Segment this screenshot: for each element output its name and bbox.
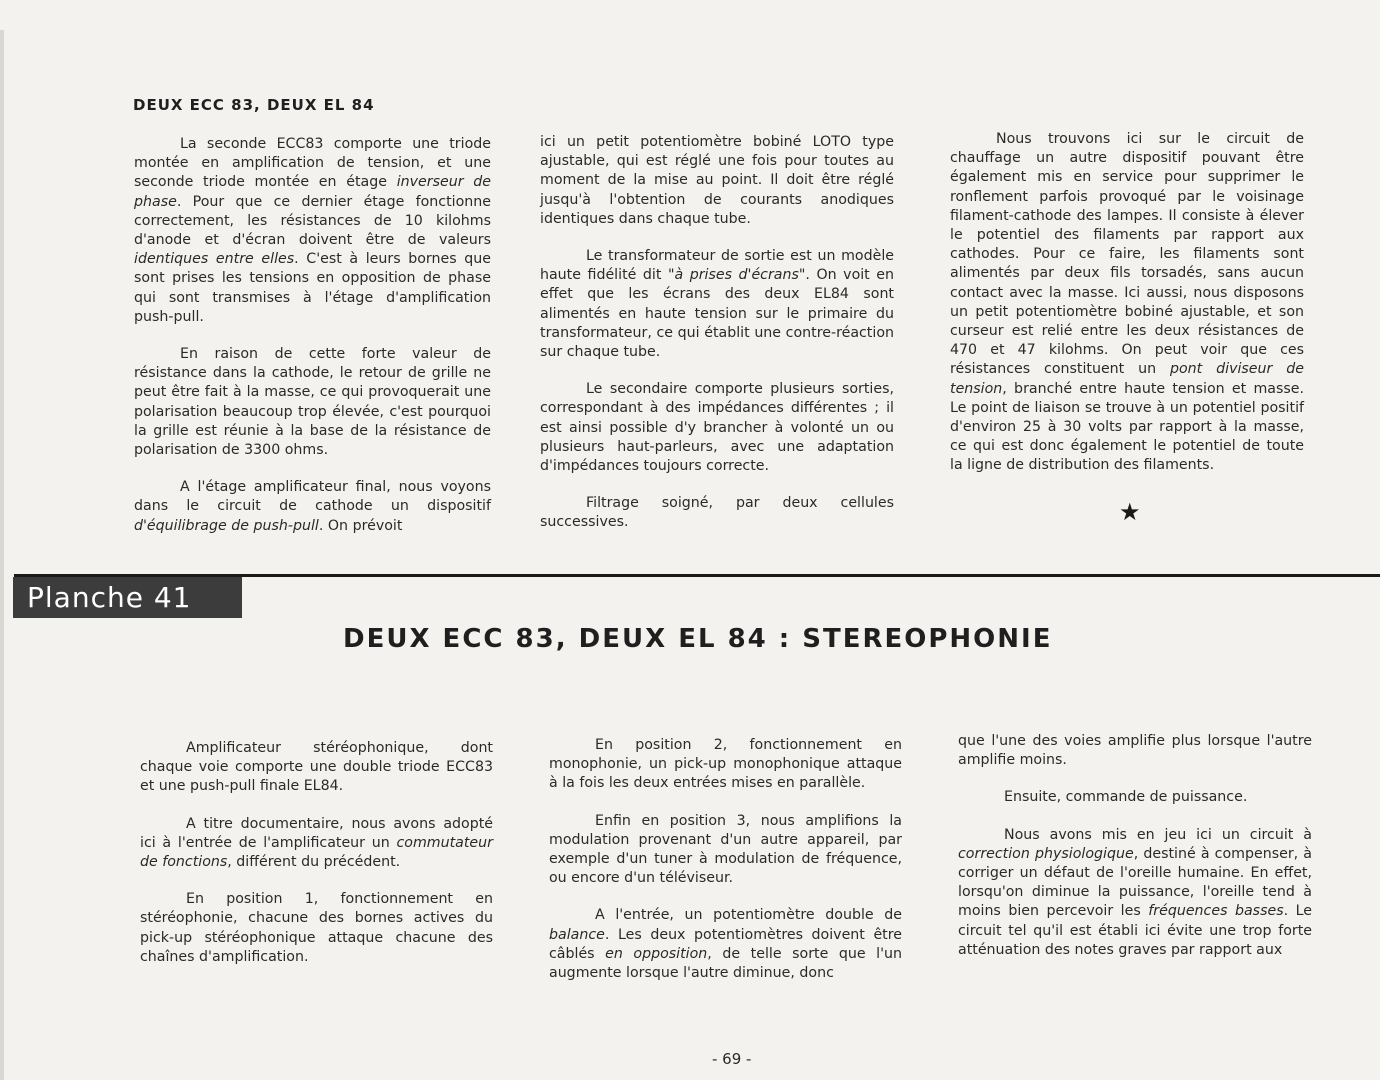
- text: , de telle sorte que l'un augmente lorsque l'autre diminue, donc: [549, 945, 902, 982]
- paragraph: Enfin en position 3, nous amplifions la modulation provenant d'un autre appareil, par exemple d'un tuner à modulation de fréquence, ou encore d'un téléviseur.: [549, 812, 902, 887]
- bottom-column-1: [140, 739, 493, 967]
- paragraph: Amplificateur stéréophonique, dont chaque voie comporte une double triode ECC83 et une push-pull finale EL84.: [140, 740, 493, 795]
- text: Nous avons mis en jeu ici un circuit à: [1004, 826, 1312, 843]
- text: . Le circuit tel qu'il est établi ici évite une trop forte atténuation des notes graves par rapport aux: [958, 903, 1313, 958]
- text: . On prévoit: [318, 517, 403, 534]
- bottom-column-3: [958, 732, 1312, 960]
- paragraph: ici un petit potentiomètre bobiné LOTO type ajustable, qui est réglé une fois pour toutes au moment de la mise au point. Il doit être réglé jusqu'à l'obtention de courants anodiques identiques dans chaque tube.: [540, 134, 894, 227]
- paragraph: Ensuite, commande de puissance.: [1004, 789, 1248, 806]
- paragraph: [134, 478, 491, 536]
- paragraph: [950, 130, 1304, 476]
- italic-text: en opposition: [605, 945, 708, 962]
- text: . C'est à leurs bornes que sont prises les tensions en opposition de phase qui sont transmises à l'étage d'amplification push-pull.: [134, 251, 491, 325]
- italic-text: commutateur de fonctions: [140, 834, 493, 871]
- text: , branché entre haute tension et masse. Le point de liaison se trouve à un potentiel positif d'environ 25 à 30 volts par rapport à la masse, ce qui est donc également le potentiel de toute la ligne de distribution des filaments.: [950, 380, 1304, 474]
- paragraph: [134, 135, 491, 327]
- text: A titre documentaire, nous avons adopté ici à l'entrée de l'amplificateur un: [140, 815, 493, 851]
- main-title: DEUX ECC 83, DEUX EL 84 : STEREOPHONIE: [343, 624, 1053, 654]
- paragraph: [140, 815, 493, 873]
- italic-text: fréquences basses: [1148, 903, 1284, 920]
- text: , différent du précédent.: [227, 854, 401, 871]
- paragraph: En position 2, fonctionnement en monophonie, un pick-up monophonique attaque à la fois les deux entrées mises en parallèle.: [549, 737, 902, 792]
- paragraph: En raison de cette forte valeur de résistance dans la cathode, le retour de grille ne peut être fait à la masse, ce qui provoquerait une polarisation beaucoup trop élevée, c'est pourquoi la grille est réunie à la base de la résistance de polarisation de 3300 ohms.: [134, 346, 491, 459]
- italic-text: "à prises d'écrans": [667, 267, 806, 284]
- italic-text: balance: [549, 926, 605, 943]
- paragraph: [958, 826, 1312, 960]
- text: A l'étage amplificateur final, nous voyons dans le circuit de cathode un dispositif: [134, 479, 491, 515]
- paragraph: [549, 906, 902, 983]
- star-ornament: ★: [1119, 498, 1141, 526]
- top-column-1: [134, 135, 491, 536]
- plate-label: Planche 41: [13, 577, 242, 618]
- text: La seconde ECC83 comporte une triode montée en amplification de tension, et une seconde triode montée en étage: [134, 136, 491, 191]
- text: . Pour que ce dernier étage fonctionne correctement, les résistances de 10 kilohms d'anode et d'écran doivent être de valeurs: [134, 193, 491, 249]
- italic-text: inverseur de phase: [134, 174, 491, 210]
- top-column-2: [540, 133, 894, 533]
- paragraph: que l'une des voies amplifie plus lorsque l'autre amplifie moins.: [958, 733, 1312, 769]
- text: . Les deux potentiomètres doivent être câblés: [549, 926, 902, 962]
- text: Le transformateur de sortie est un modèle haute fidélité dit: [540, 248, 894, 284]
- page-edge: [0, 30, 4, 1080]
- section-heading: DEUX ECC 83, DEUX EL 84: [133, 96, 375, 114]
- paragraph: Le secondaire comporte plusieurs sorties, correspondant à des impédances différentes ; il est ainsi possible d'y brancher à volonté un ou plusieurs haut-parleurs, avec une adaptation d'impédances toujours correcte.: [540, 381, 894, 475]
- italic-text: correction physiologique: [958, 845, 1134, 862]
- italic-text: identiques entre elles: [134, 251, 295, 268]
- text: Nous trouvons ici sur le circuit de chauffage un autre dispositif pouvant être également mis en service pour supprimer le ronflement parfois provoqué par le voisinage filament-cathode des lampes. Il consiste à élever le potentiel des filaments par rapport aux cathodes. Pour ce faire, les filaments sont alimentés par deux fils torsadés, sans aucun contact avec la masse. Ici aussi, nous disposons un petit potentiomètre bobiné ajustable, et son curseur est relié entre les deux résistances de 470 et 47 kilohms. On peut voir que ces résistances constituent un: [950, 131, 1304, 378]
- page-number: - 69 -: [712, 1050, 752, 1068]
- paragraph: [540, 247, 894, 362]
- text: , destiné à compenser, à corriger un défaut de l'oreille humaine. En effet, lorsqu'on diminue la puissance, l'oreille tend à moins bien percevoir les: [958, 845, 1312, 920]
- bottom-column-2: [549, 736, 902, 983]
- text: A l'entrée, un potentiomètre double de: [595, 907, 902, 924]
- text: . On voit en effet que les écrans des deux EL84 sont alimentés en haute tension sur le primaire du transformateur, ce qui établit une contre-réaction sur chaque tube.: [540, 267, 895, 361]
- paragraph: Filtrage soigné, par deux cellules successives.: [540, 495, 894, 531]
- italic-text: d'équilibrage de push-pull: [134, 517, 319, 534]
- italic-text: pont diviseur de tension: [950, 361, 1304, 397]
- top-column-3: [950, 130, 1304, 476]
- paragraph: En position 1, fonctionnement en stéréophonie, chacune des bornes actives du pick-up stéréophonique attaque chacune des chaînes d'amplification.: [140, 891, 493, 965]
